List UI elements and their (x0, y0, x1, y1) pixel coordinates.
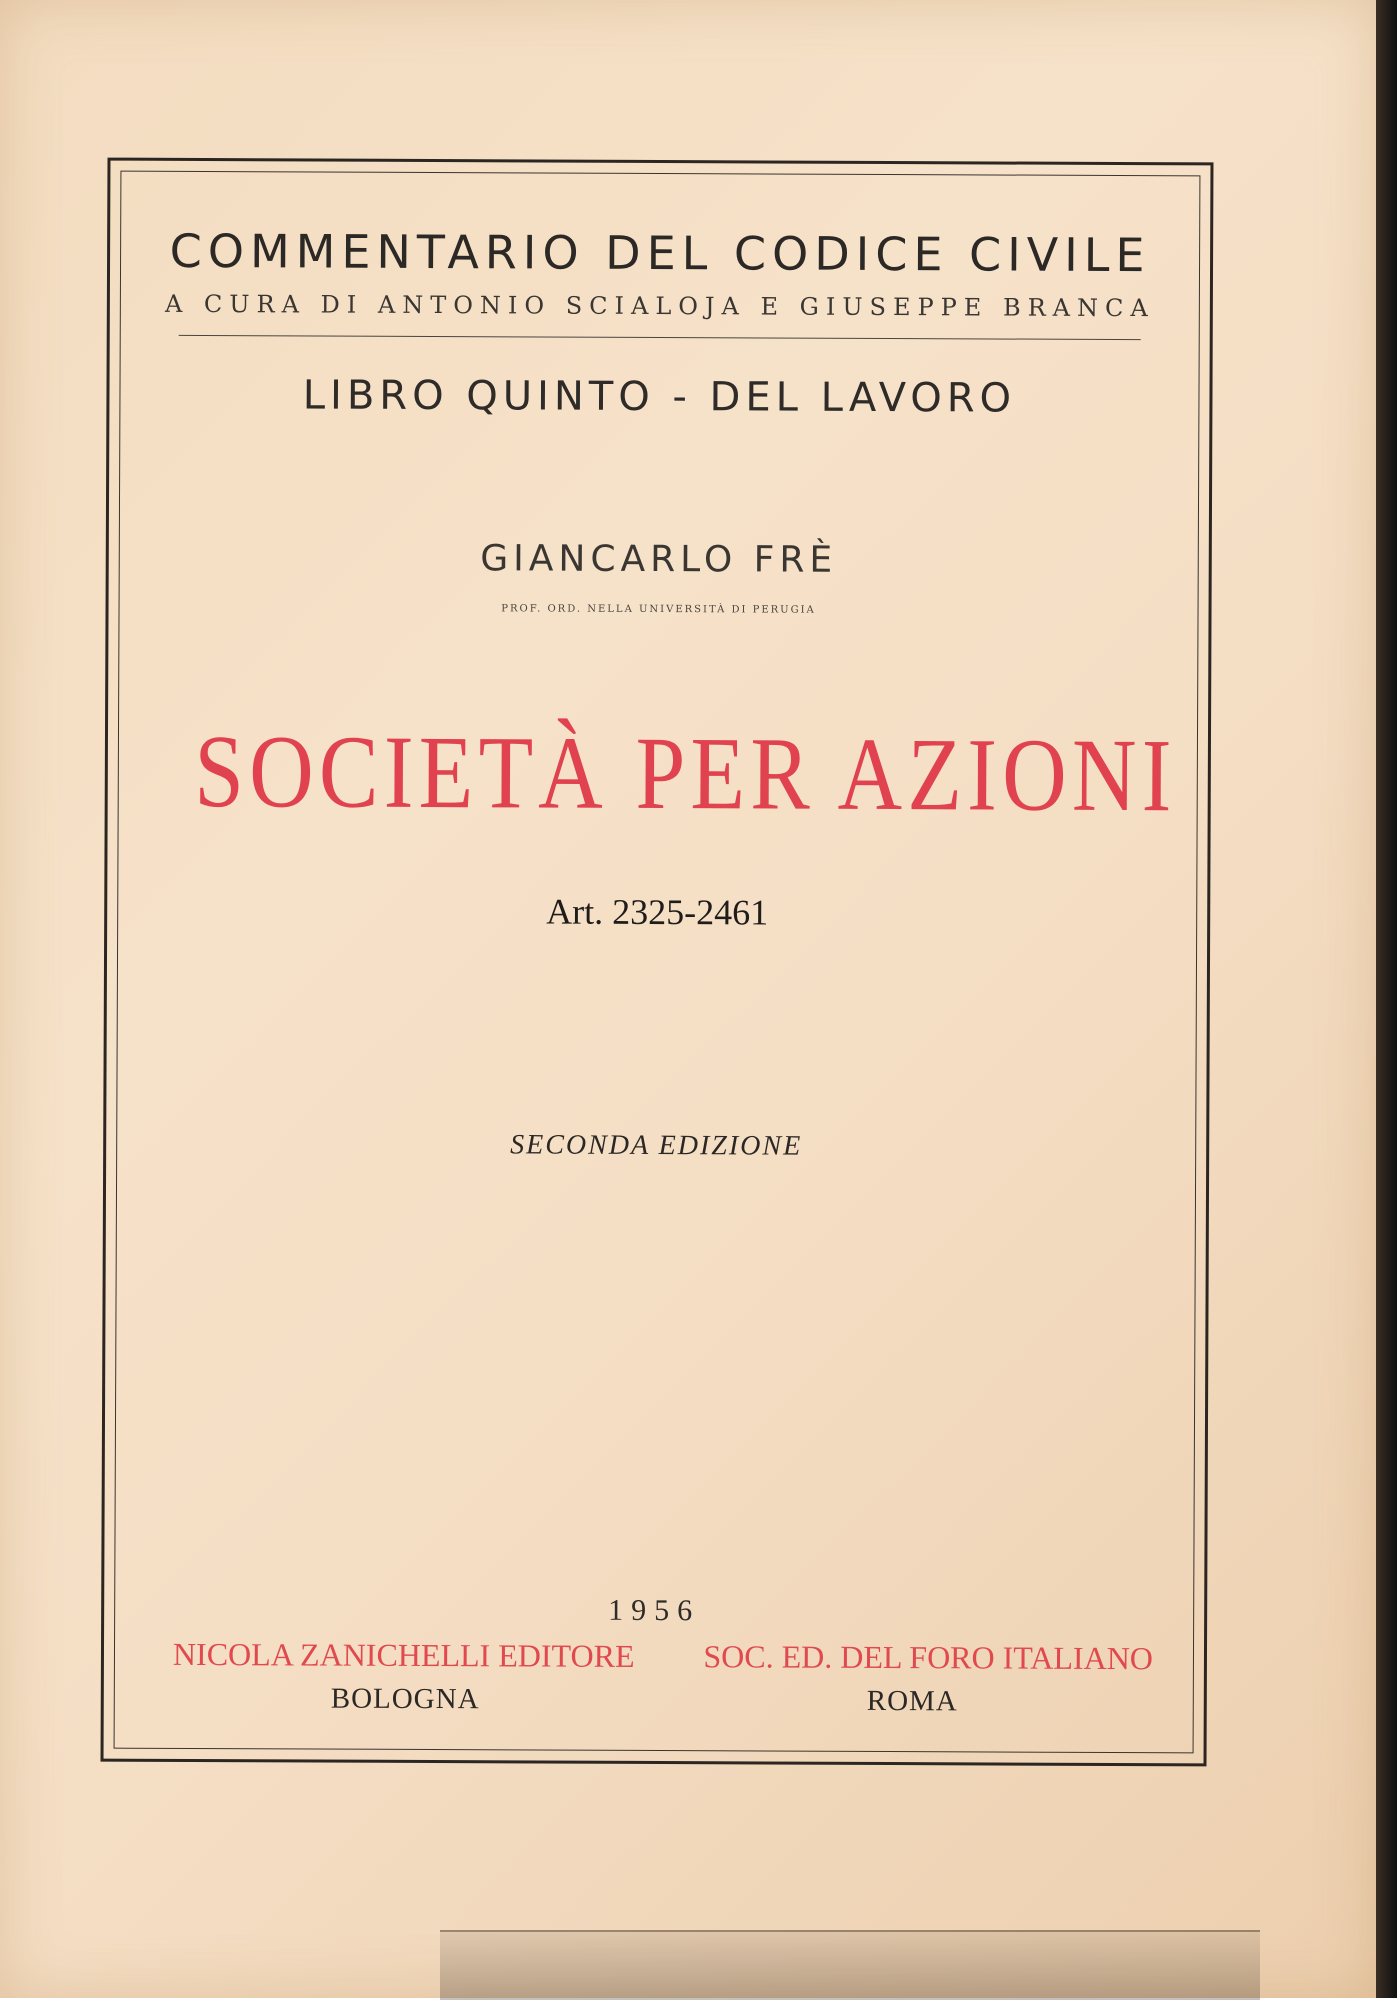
article-range: Art. 2325-2461 (546, 891, 769, 933)
city-right: ROMA (866, 1684, 958, 1718)
cover-inner-border (114, 171, 1201, 1754)
dark-background-edge (1376, 0, 1397, 1998)
edition-label: SECONDA EDIZIONE (510, 1129, 803, 1162)
worn-bottom-edge (440, 1930, 1260, 2000)
author-name: GIANCARLO FRÈ (480, 538, 838, 581)
divider-rule (179, 335, 1141, 340)
publisher-left: NICOLA ZANICHELLI EDITORE (172, 1635, 635, 1674)
publisher-right: SOC. ED. DEL FORO ITALIANO (703, 1638, 1154, 1677)
city-left: BOLOGNA (330, 1682, 480, 1716)
series-title: COMMENTARIO DEL CODICE CIVILE (169, 223, 1151, 283)
publication-year: 1956 (608, 1593, 701, 1628)
book-title: SOCIETÀ PER AZIONI (194, 713, 1177, 834)
series-editors: A CURA DI ANTONIO SCIALOJA E GIUSEPPE BRANCA (164, 289, 1155, 323)
author-affiliation: PROF. ORD. NELLA UNIVERSITÀ DI PERUGIA (501, 603, 816, 616)
book-heading: LIBRO QUINTO - DEL LAVORO (302, 372, 1017, 422)
cover-outer-border (101, 158, 1214, 1767)
